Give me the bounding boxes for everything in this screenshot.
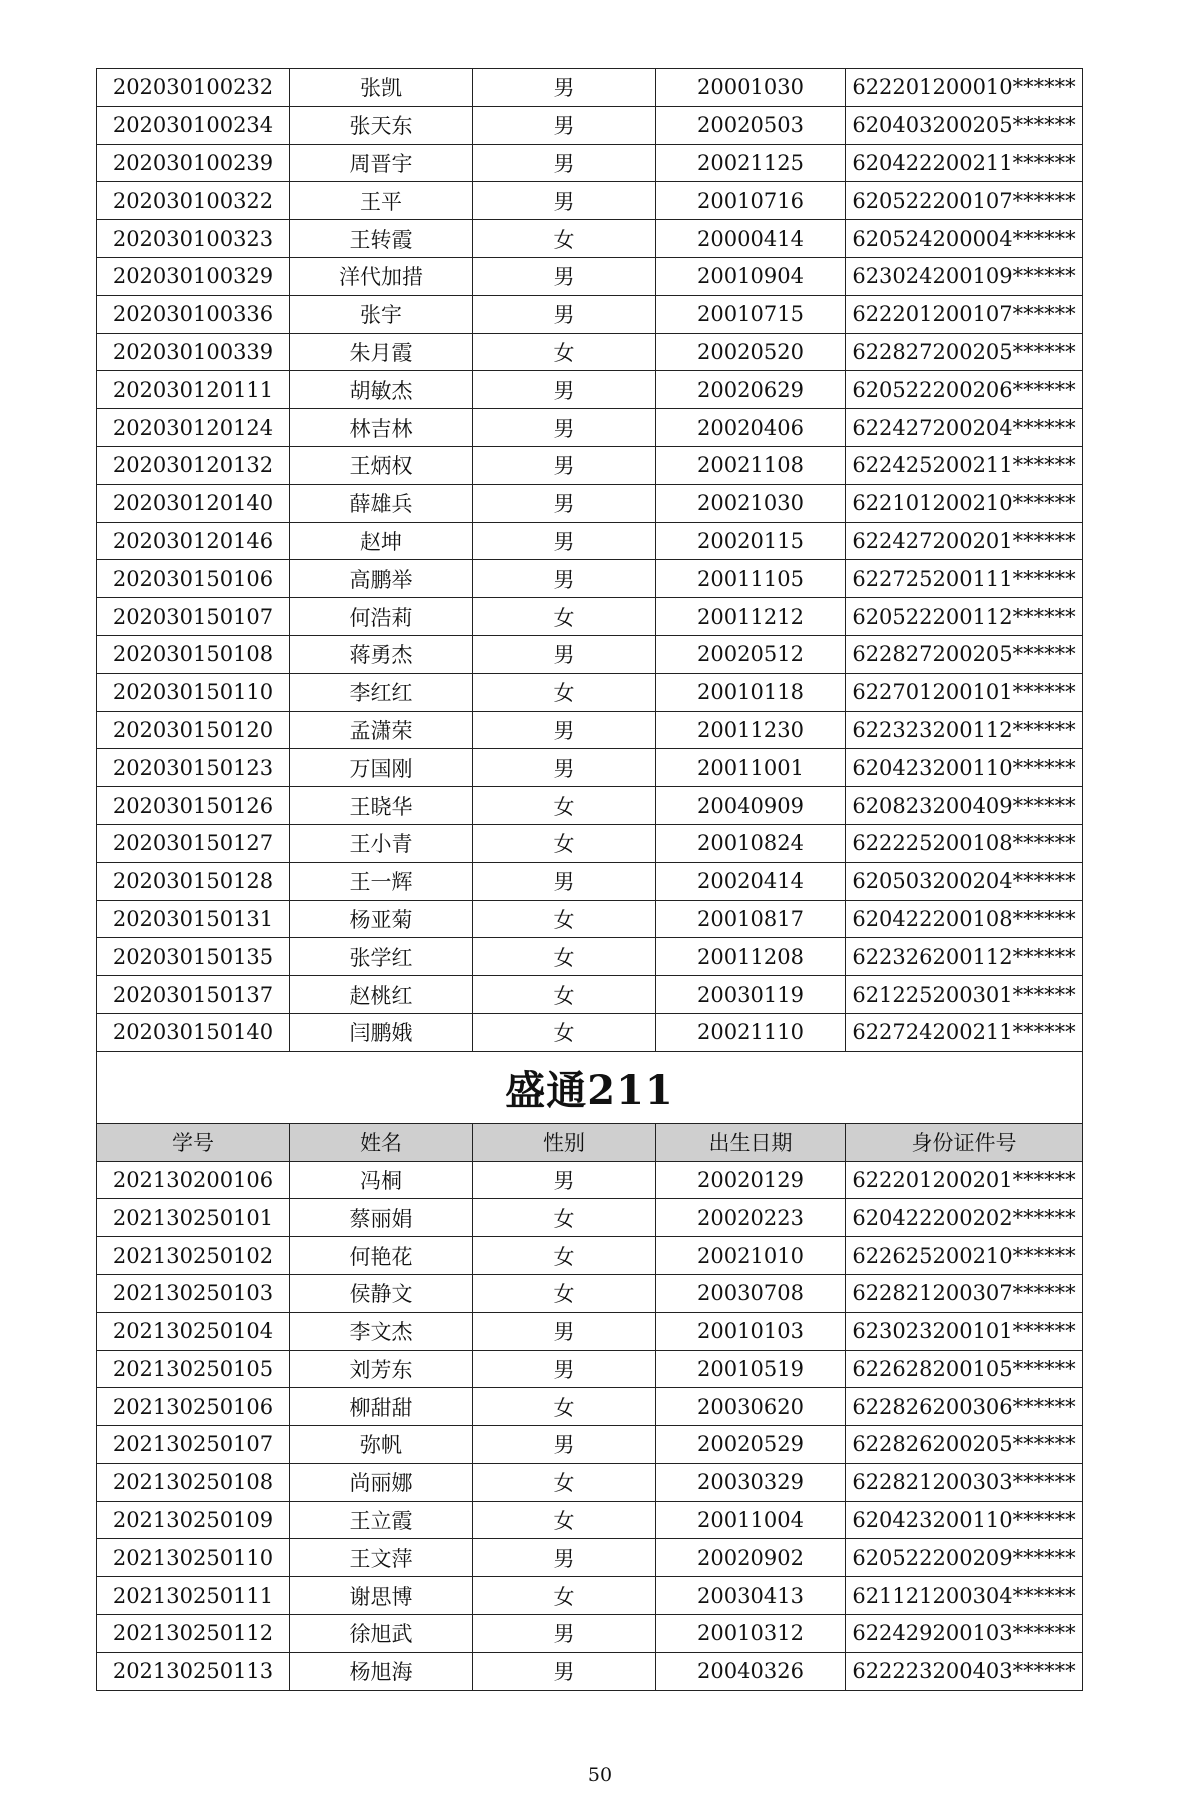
table-row: [97, 257, 1083, 295]
gender-cell: 女: [473, 220, 656, 258]
name-cell: 张学红: [290, 938, 473, 976]
name-cell: 何艳花: [290, 1237, 473, 1275]
id-number-cell: 622326200112******: [846, 938, 1083, 976]
gender-cell: 女: [473, 673, 656, 711]
table-row: [97, 1388, 1083, 1426]
id-number-cell: 622826200205******: [846, 1426, 1083, 1464]
table-row: [97, 749, 1083, 787]
name-cell: 万国刚: [290, 749, 473, 787]
name-cell: 王晓华: [290, 787, 473, 825]
table-row: [97, 1652, 1083, 1690]
student-id-cell: 202030150108: [97, 635, 290, 673]
name-cell: 王小青: [290, 824, 473, 862]
name-cell: 王文萍: [290, 1539, 473, 1577]
table-row: [97, 787, 1083, 825]
name-cell: 薛雄兵: [290, 484, 473, 522]
table-row: [97, 1199, 1083, 1237]
id-number-cell: 622628200105******: [846, 1350, 1083, 1388]
table-row: [97, 484, 1083, 522]
gender-cell: 男: [473, 295, 656, 333]
birth-date-cell: 20020223: [656, 1199, 846, 1237]
student-id-cell: 202130250108: [97, 1463, 290, 1501]
student-id-cell: 202130250109: [97, 1501, 290, 1539]
gender-cell: 男: [473, 371, 656, 409]
gender-cell: 女: [473, 900, 656, 938]
birth-date-cell: 20011004: [656, 1501, 846, 1539]
id-number-cell: 621225200301******: [846, 976, 1083, 1014]
table-row: [97, 333, 1083, 371]
student-id-cell: 202030150140: [97, 1013, 290, 1051]
gender-cell: 女: [473, 1274, 656, 1312]
gender-cell: 男: [473, 749, 656, 787]
birth-date-cell: 20000414: [656, 220, 846, 258]
student-id-cell: 202030150127: [97, 824, 290, 862]
gender-cell: 女: [473, 1013, 656, 1051]
student-id-cell: 202030100234: [97, 106, 290, 144]
section-title: 盛通211: [97, 1051, 1083, 1123]
name-cell: 蔡丽娟: [290, 1199, 473, 1237]
header-name: 姓名: [290, 1123, 473, 1161]
student-id-cell: 202130250104: [97, 1312, 290, 1350]
name-cell: 徐旭武: [290, 1615, 473, 1653]
id-number-cell: 622425200211******: [846, 446, 1083, 484]
birth-date-cell: 20020529: [656, 1426, 846, 1464]
table-row: [97, 446, 1083, 484]
gender-cell: 男: [473, 144, 656, 182]
gender-cell: 男: [473, 106, 656, 144]
name-cell: 刘芳东: [290, 1350, 473, 1388]
student-id-cell: 202030100339: [97, 333, 290, 371]
id-number-cell: 622625200210******: [846, 1237, 1083, 1275]
student-id-cell: 202130250112: [97, 1615, 290, 1653]
name-cell: 张宇: [290, 295, 473, 333]
birth-date-cell: 20020629: [656, 371, 846, 409]
table-row: [97, 598, 1083, 636]
birth-date-cell: 20011230: [656, 711, 846, 749]
table-row: [97, 522, 1083, 560]
id-number-cell: 620503200204******: [846, 862, 1083, 900]
birth-date-cell: 20020406: [656, 409, 846, 447]
id-number-cell: 622826200306******: [846, 1388, 1083, 1426]
gender-cell: 男: [473, 560, 656, 598]
student-id-cell: 202130250102: [97, 1237, 290, 1275]
gender-cell: 女: [473, 1463, 656, 1501]
birth-date-cell: 20021030: [656, 484, 846, 522]
student-id-cell: 202030150106: [97, 560, 290, 598]
name-cell: 杨亚菊: [290, 900, 473, 938]
gender-cell: 女: [473, 1199, 656, 1237]
id-number-cell: 620524200004******: [846, 220, 1083, 258]
id-number-cell: 622223200403******: [846, 1652, 1083, 1690]
name-cell: 张凯: [290, 69, 473, 107]
name-cell: 张天东: [290, 106, 473, 144]
birth-date-cell: 20030708: [656, 1274, 846, 1312]
table-row: [97, 862, 1083, 900]
header-id-number: 身份证件号: [846, 1123, 1083, 1161]
id-number-cell: 620522200206******: [846, 371, 1083, 409]
name-cell: 胡敏杰: [290, 371, 473, 409]
id-number-cell: 620403200205******: [846, 106, 1083, 144]
birth-date-cell: 20010817: [656, 900, 846, 938]
gender-cell: 男: [473, 484, 656, 522]
page-number: 50: [587, 1764, 613, 1786]
header-gender: 性别: [473, 1123, 656, 1161]
table-row: [97, 295, 1083, 333]
name-cell: 谢思博: [290, 1577, 473, 1615]
table-row: [97, 220, 1083, 258]
student-id-cell: 202130250113: [97, 1652, 290, 1690]
table-row: [97, 182, 1083, 220]
id-number-cell: 622827200205******: [846, 635, 1083, 673]
birth-date-cell: 20030119: [656, 976, 846, 1014]
gender-cell: 男: [473, 711, 656, 749]
name-cell: 王一辉: [290, 862, 473, 900]
id-number-cell: 620422200211******: [846, 144, 1083, 182]
gender-cell: 女: [473, 1237, 656, 1275]
gender-cell: 男: [473, 257, 656, 295]
student-id-cell: 202030150123: [97, 749, 290, 787]
section-block: [97, 1051, 1083, 1161]
header-student-id: 学号: [97, 1123, 290, 1161]
gender-cell: 男: [473, 862, 656, 900]
birth-date-cell: 20020503: [656, 106, 846, 144]
id-number-cell: 622821200307******: [846, 1274, 1083, 1312]
student-id-cell: 202030100322: [97, 182, 290, 220]
table-row: [97, 1539, 1083, 1577]
id-number-cell: 622201200201******: [846, 1161, 1083, 1199]
id-number-cell: 622427200204******: [846, 409, 1083, 447]
table-row: [97, 1350, 1083, 1388]
birth-date-cell: 20030413: [656, 1577, 846, 1615]
student-id-cell: 202130250111: [97, 1577, 290, 1615]
student-id-cell: 202030150126: [97, 787, 290, 825]
student-id-cell: 202030150131: [97, 900, 290, 938]
name-cell: 林吉林: [290, 409, 473, 447]
id-number-cell: 623024200109******: [846, 257, 1083, 295]
name-cell: 王炳权: [290, 446, 473, 484]
name-cell: 赵桃红: [290, 976, 473, 1014]
table-row: [97, 1161, 1083, 1199]
student-id-cell: 202130250106: [97, 1388, 290, 1426]
id-number-cell: 622724200211******: [846, 1013, 1083, 1051]
gender-cell: 男: [473, 1426, 656, 1464]
birth-date-cell: 20021108: [656, 446, 846, 484]
birth-date-cell: 20020520: [656, 333, 846, 371]
birth-date-cell: 20010312: [656, 1615, 846, 1653]
birth-date-cell: 20040909: [656, 787, 846, 825]
name-cell: 闫鹏娥: [290, 1013, 473, 1051]
gender-cell: 男: [473, 409, 656, 447]
gender-cell: 女: [473, 824, 656, 862]
student-id-cell: 202030150107: [97, 598, 290, 636]
id-number-cell: 623023200101******: [846, 1312, 1083, 1350]
id-number-cell: 620423200110******: [846, 1501, 1083, 1539]
group-1-rows: [97, 69, 1083, 1052]
table-row: [97, 1426, 1083, 1464]
birth-date-cell: 20010824: [656, 824, 846, 862]
name-cell: 弥帆: [290, 1426, 473, 1464]
gender-cell: 女: [473, 1388, 656, 1426]
student-id-cell: 202030120132: [97, 446, 290, 484]
student-id-cell: 202030100329: [97, 257, 290, 295]
id-number-cell: 622821200303******: [846, 1463, 1083, 1501]
student-id-cell: 202030100239: [97, 144, 290, 182]
student-id-cell: 202030150128: [97, 862, 290, 900]
id-number-cell: 620522200112******: [846, 598, 1083, 636]
gender-cell: 男: [473, 522, 656, 560]
id-number-cell: 620823200409******: [846, 787, 1083, 825]
name-cell: 何浩莉: [290, 598, 473, 636]
name-cell: 蒋勇杰: [290, 635, 473, 673]
student-id-cell: 202130250107: [97, 1426, 290, 1464]
birth-date-cell: 20040326: [656, 1652, 846, 1690]
name-cell: 高鹏举: [290, 560, 473, 598]
table-row: [97, 1274, 1083, 1312]
gender-cell: 女: [473, 1501, 656, 1539]
table-row: [97, 938, 1083, 976]
id-number-cell: 622827200205******: [846, 333, 1083, 371]
table-row: [97, 900, 1083, 938]
id-number-cell: 621121200304******: [846, 1577, 1083, 1615]
gender-cell: 男: [473, 446, 656, 484]
student-id-cell: 202030150120: [97, 711, 290, 749]
birth-date-cell: 20030620: [656, 1388, 846, 1426]
id-number-cell: 622701200101******: [846, 673, 1083, 711]
name-cell: 冯桐: [290, 1161, 473, 1199]
table-row: [97, 1013, 1083, 1051]
gender-cell: 男: [473, 1312, 656, 1350]
table-row: [97, 673, 1083, 711]
name-cell: 赵坤: [290, 522, 473, 560]
gender-cell: 女: [473, 1577, 656, 1615]
table-row: [97, 409, 1083, 447]
id-number-cell: 620522200107******: [846, 182, 1083, 220]
birth-date-cell: 20020414: [656, 862, 846, 900]
name-cell: 王立霞: [290, 1501, 473, 1539]
gender-cell: 男: [473, 1615, 656, 1653]
birth-date-cell: 20010904: [656, 257, 846, 295]
table-row: [97, 1501, 1083, 1539]
column-header-row: [97, 1123, 1083, 1161]
student-id-cell: 202130200106: [97, 1161, 290, 1199]
id-number-cell: 622323200112******: [846, 711, 1083, 749]
student-id-cell: 202130250110: [97, 1539, 290, 1577]
section-title-row: [97, 1051, 1083, 1123]
birth-date-cell: 20030329: [656, 1463, 846, 1501]
birth-date-cell: 20021125: [656, 144, 846, 182]
student-id-cell: 202030120111: [97, 371, 290, 409]
birth-date-cell: 20020902: [656, 1539, 846, 1577]
birth-date-cell: 20011105: [656, 560, 846, 598]
birth-date-cell: 20010118: [656, 673, 846, 711]
birth-date-cell: 20010715: [656, 295, 846, 333]
table-row: [97, 1463, 1083, 1501]
name-cell: 柳甜甜: [290, 1388, 473, 1426]
student-id-cell: 202030150110: [97, 673, 290, 711]
id-number-cell: 620522200209******: [846, 1539, 1083, 1577]
birth-date-cell: 20020129: [656, 1161, 846, 1199]
table-row: [97, 711, 1083, 749]
birth-date-cell: 20011001: [656, 749, 846, 787]
student-id-cell: 202030120124: [97, 409, 290, 447]
name-cell: 王转霞: [290, 220, 473, 258]
name-cell: 李红红: [290, 673, 473, 711]
birth-date-cell: 20011208: [656, 938, 846, 976]
student-roster-table: [96, 68, 1083, 1691]
student-id-cell: 202030100232: [97, 69, 290, 107]
student-id-cell: 202030120146: [97, 522, 290, 560]
birth-date-cell: 20001030: [656, 69, 846, 107]
table-row: [97, 635, 1083, 673]
id-number-cell: 622427200201******: [846, 522, 1083, 560]
birth-date-cell: 20010103: [656, 1312, 846, 1350]
birth-date-cell: 20010716: [656, 182, 846, 220]
gender-cell: 男: [473, 1350, 656, 1388]
student-id-cell: 202130250101: [97, 1199, 290, 1237]
birth-date-cell: 20020512: [656, 635, 846, 673]
name-cell: 周晋宇: [290, 144, 473, 182]
gender-cell: 女: [473, 938, 656, 976]
id-number-cell: 622725200111******: [846, 560, 1083, 598]
table-row: [97, 1577, 1083, 1615]
header-birth-date: 出生日期: [656, 1123, 846, 1161]
id-number-cell: 622225200108******: [846, 824, 1083, 862]
id-number-cell: 622101200210******: [846, 484, 1083, 522]
table-row: [97, 371, 1083, 409]
id-number-cell: 622201200107******: [846, 295, 1083, 333]
table-row: [97, 1615, 1083, 1653]
student-id-cell: 202030150137: [97, 976, 290, 1014]
table-row: [97, 106, 1083, 144]
table-row: [97, 1312, 1083, 1350]
birth-date-cell: 20020115: [656, 522, 846, 560]
student-id-cell: 202030150135: [97, 938, 290, 976]
table-row: [97, 976, 1083, 1014]
table-row: [97, 824, 1083, 862]
id-number-cell: 620423200110******: [846, 749, 1083, 787]
name-cell: 尚丽娜: [290, 1463, 473, 1501]
table-row: [97, 69, 1083, 107]
name-cell: 朱月霞: [290, 333, 473, 371]
gender-cell: 女: [473, 598, 656, 636]
name-cell: 王平: [290, 182, 473, 220]
table-row: [97, 1237, 1083, 1275]
birth-date-cell: 20021010: [656, 1237, 846, 1275]
gender-cell: 男: [473, 1161, 656, 1199]
table-row: [97, 560, 1083, 598]
gender-cell: 男: [473, 182, 656, 220]
name-cell: 侯静文: [290, 1274, 473, 1312]
birth-date-cell: 20010519: [656, 1350, 846, 1388]
id-number-cell: 620422200202******: [846, 1199, 1083, 1237]
name-cell: 孟潇荣: [290, 711, 473, 749]
student-id-cell: 202030120140: [97, 484, 290, 522]
table-row: [97, 144, 1083, 182]
gender-cell: 女: [473, 976, 656, 1014]
name-cell: 杨旭海: [290, 1652, 473, 1690]
group-2-rows: [97, 1161, 1083, 1690]
gender-cell: 女: [473, 787, 656, 825]
student-id-cell: 202130250105: [97, 1350, 290, 1388]
name-cell: 李文杰: [290, 1312, 473, 1350]
name-cell: 洋代加措: [290, 257, 473, 295]
gender-cell: 女: [473, 333, 656, 371]
gender-cell: 男: [473, 69, 656, 107]
gender-cell: 男: [473, 635, 656, 673]
id-number-cell: 622201200010******: [846, 69, 1083, 107]
birth-date-cell: 20011212: [656, 598, 846, 636]
id-number-cell: 620422200108******: [846, 900, 1083, 938]
gender-cell: 男: [473, 1539, 656, 1577]
id-number-cell: 622429200103******: [846, 1615, 1083, 1653]
student-id-cell: 202030100323: [97, 220, 290, 258]
birth-date-cell: 20021110: [656, 1013, 846, 1051]
gender-cell: 男: [473, 1652, 656, 1690]
student-id-cell: 202130250103: [97, 1274, 290, 1312]
student-id-cell: 202030100336: [97, 295, 290, 333]
